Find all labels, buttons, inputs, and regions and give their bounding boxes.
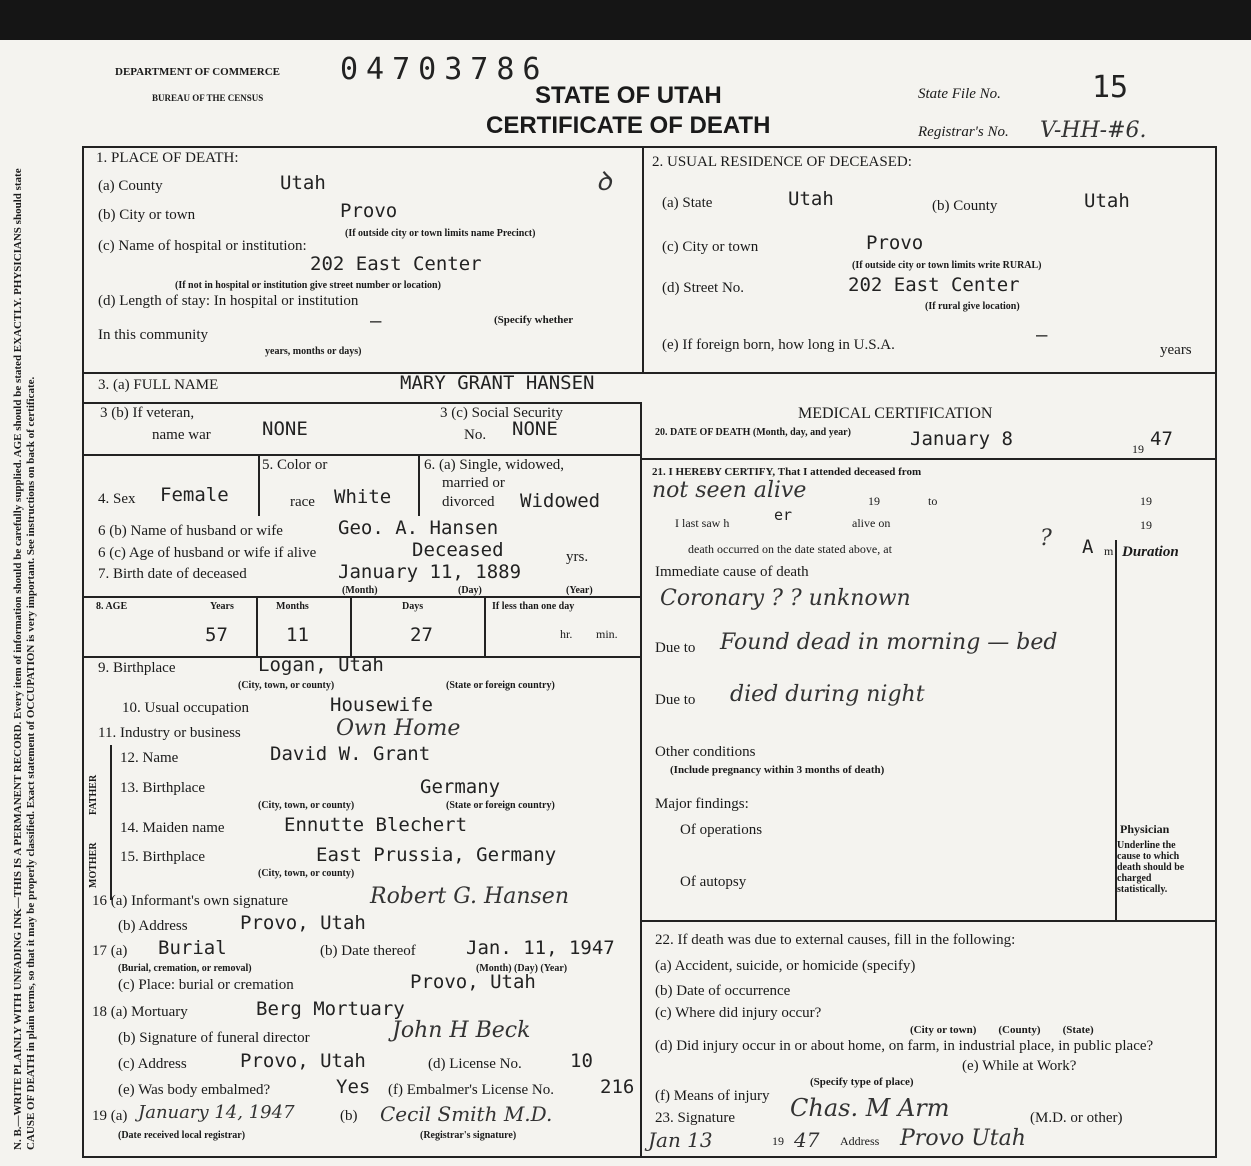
father-name-value: David W. Grant xyxy=(270,743,431,765)
informant-address-label: (b) Address xyxy=(118,918,188,934)
occupation-value: Housewife xyxy=(330,694,433,716)
state-file-label: State File No. xyxy=(918,86,1001,102)
birth-date-value: January 11, 1889 xyxy=(338,561,522,583)
birthplace-state-caption: (State or foreign country) xyxy=(446,680,555,691)
burial-date-value: Jan. 11, 1947 xyxy=(466,937,615,959)
last-saw-pronoun: er xyxy=(774,506,793,524)
alive-on-year-prefix: 19 xyxy=(1140,518,1152,532)
marital-label-2: married or xyxy=(442,475,505,491)
hospital-value: 202 East Center xyxy=(310,253,482,275)
res-city-value: Provo xyxy=(866,232,924,254)
grid-line xyxy=(82,146,84,1156)
full-name-value: MARY GRANT HANSEN xyxy=(400,372,595,394)
community-note: years, months or days) xyxy=(265,346,362,357)
industry-label: 11. Industry or business xyxy=(98,725,241,741)
res-state-value: Utah xyxy=(788,188,834,210)
min-label: min. xyxy=(596,627,618,641)
hr-label: hr. xyxy=(560,627,573,641)
mortuary-label: 18 (a) Mortuary xyxy=(92,1004,188,1020)
age-years-label: Years xyxy=(210,601,234,612)
accident-label: (a) Accident, suicide, or homicide (specify) xyxy=(655,958,916,974)
grid-line xyxy=(82,1156,1217,1158)
registrar-signature-note: (Registrar's signature) xyxy=(420,1130,517,1141)
grid-line xyxy=(82,402,642,404)
injury-place-note: (City or town) (County) (State) xyxy=(910,1024,1094,1036)
home-farm-label: (d) Did injury occur in or about home, on farm, in industrial place, in public place? xyxy=(655,1038,1154,1054)
mother-section-label: MOTHER xyxy=(88,842,99,888)
grid-line xyxy=(642,146,644,373)
race-value: White xyxy=(334,486,392,508)
signature-date: Jan 13 xyxy=(648,1128,713,1152)
signature-label: 23. Signature xyxy=(655,1110,735,1126)
mortuary-address-label: (c) Address xyxy=(118,1056,187,1072)
major-findings-label: Major findings: xyxy=(655,796,749,812)
embalmed-label: (e) Was body embalmed? xyxy=(118,1082,271,1098)
state-title: STATE OF UTAH xyxy=(535,82,722,109)
duration-label: Duration xyxy=(1122,544,1179,560)
age-days-value: 27 xyxy=(410,624,433,646)
local-registrar-signature: Cecil Smith M.D. xyxy=(380,1102,553,1126)
death-city-note: (If outside city or town limits name Precinct) xyxy=(345,228,536,239)
physician-heading: Physician xyxy=(1120,822,1170,836)
mother-name-label: 14. Maiden name xyxy=(120,820,225,836)
birth-day-caption: (Day) xyxy=(458,585,482,596)
operations-label: Of operations xyxy=(680,822,763,838)
check-mark: ꝺ xyxy=(596,167,612,197)
age-label: 8. AGE xyxy=(96,601,128,612)
certify-to-label: to xyxy=(928,494,938,508)
marital-value: Widowed xyxy=(520,490,601,512)
res-street-value: 202 East Center xyxy=(848,274,1020,296)
birthplace-label: 9. Birthplace xyxy=(98,660,176,676)
res-county-value: Utah xyxy=(1084,190,1130,212)
death-hour: ? xyxy=(1040,526,1052,551)
grid-line xyxy=(350,596,352,656)
ss-no-label: No. xyxy=(464,427,487,443)
grid-line xyxy=(258,454,260,516)
birth-month-caption: (Month) xyxy=(342,585,378,596)
sex-value: Female xyxy=(160,484,229,506)
war-label: name war xyxy=(152,427,211,443)
immediate-cause-value: Coronary ? ? unknown xyxy=(660,586,911,611)
burial-date-label: (b) Date thereof xyxy=(320,943,416,959)
grid-line xyxy=(418,454,420,516)
hospital-note: (If not in hospital or institution give street number or location) xyxy=(175,280,441,291)
informant-address-value: Provo, Utah xyxy=(240,912,366,934)
birth-date-label: 7. Birth date of deceased xyxy=(98,566,247,582)
received-label: 19 (a) xyxy=(92,1108,128,1124)
grid-line xyxy=(82,596,642,598)
grid-line xyxy=(82,146,1217,148)
embalmer-value: 216 xyxy=(600,1076,635,1098)
registrar-number: V-HH-#6. xyxy=(1040,118,1147,143)
veteran-label: 3 (b) If veteran, xyxy=(100,405,195,421)
other-conditions-label: Other conditions xyxy=(655,744,756,760)
birthplace-value: Logan, Utah xyxy=(258,654,384,676)
stay-label: (d) Length of stay: In hospital or institution xyxy=(98,293,359,309)
spouse-age-value: Deceased xyxy=(412,539,504,561)
place-type-note: (Specify type of place) xyxy=(810,1076,914,1088)
serial-number: 04703786 xyxy=(340,52,549,87)
occurred-label: death occurred on the date stated above, at xyxy=(688,542,892,556)
death-county-value: Utah xyxy=(280,172,326,194)
immediate-cause-label: Immediate cause of death xyxy=(655,564,809,580)
signature-year-prefix: 19 xyxy=(772,1134,784,1148)
death-year-value: 47 xyxy=(1150,428,1173,450)
mortuary-address-value: Provo, Utah xyxy=(240,1050,366,1072)
res-state-label: (a) State xyxy=(662,195,713,211)
ss-label: 3 (c) Social Security xyxy=(440,405,563,421)
grid-line xyxy=(642,458,1215,460)
certify-year-prefix-1: 19 xyxy=(868,494,880,508)
death-county-label: (a) County xyxy=(98,178,163,194)
signature-address: Provo Utah xyxy=(900,1126,1026,1151)
res-city-label: (c) City or town xyxy=(662,239,759,255)
not-seen-alive: not seen alive xyxy=(652,478,807,503)
age-days-label: Days xyxy=(402,601,424,612)
certify-year-prefix-2: 19 xyxy=(1140,494,1152,508)
informant-label: 16 (a) Informant's own signature xyxy=(92,893,288,909)
last-saw-label: I last saw h xyxy=(675,516,730,530)
spouse-age-label: 6 (c) Age of husband or wife if alive xyxy=(98,545,317,561)
res-street-note: (If rural give location) xyxy=(925,301,1020,312)
res-county-label: (b) County xyxy=(932,198,998,214)
am-value: A xyxy=(1082,536,1094,558)
color-label: 5. Color or xyxy=(262,457,328,473)
department-label: DEPARTMENT OF COMMERCE xyxy=(115,66,281,78)
registrar-no-label: Registrar's No. xyxy=(918,124,1009,140)
alive-on-label: alive on xyxy=(852,516,891,530)
mother-name-value: Ennutte Blechert xyxy=(284,814,468,836)
signature-year: 47 xyxy=(794,1128,820,1152)
burial-value: Burial xyxy=(158,937,227,959)
foreign-label: (e) If foreign born, how long in U.S.A. xyxy=(662,337,895,353)
specify-note: (Specify whether xyxy=(494,314,574,326)
due-to-value-2: died during night xyxy=(730,682,925,707)
mortuary-value: Berg Mortuary xyxy=(256,998,405,1020)
father-bp-city-caption: (City, town, or county) xyxy=(258,800,355,811)
place-of-death-heading: 1. PLACE OF DEATH: xyxy=(96,150,239,166)
death-year-prefix: 19 xyxy=(1132,442,1144,456)
father-birthplace-label: 13. Birthplace xyxy=(120,780,205,796)
spouse-label: 6 (b) Name of husband or wife xyxy=(98,523,283,539)
death-date-label: 20. DATE OF DEATH (Month, day, and year) xyxy=(655,427,851,438)
grid-line xyxy=(82,454,642,456)
occupation-label: 10. Usual occupation xyxy=(122,700,250,716)
hospital-label: (c) Name of hospital or institution: xyxy=(98,238,307,254)
res-street-label: (d) Street No. xyxy=(662,280,745,296)
age-months-label: Months xyxy=(276,601,309,612)
war-value: NONE xyxy=(262,418,308,440)
injury-place-label: (c) Where did injury occur? xyxy=(655,1005,822,1021)
grid-line xyxy=(1215,146,1217,1156)
father-birthplace-value: Germany xyxy=(420,776,501,798)
burial-place-label: (c) Place: burial or cremation xyxy=(118,977,294,993)
burial-note: (Burial, cremation, or removal) xyxy=(118,963,252,974)
sex-label: 4. Sex xyxy=(98,491,136,507)
age-less-label: If less than one day xyxy=(492,601,575,612)
due-to-value-1: Found dead in morning — bed xyxy=(720,630,1058,655)
grid-line xyxy=(82,372,1217,374)
birth-year-caption: (Year) xyxy=(566,585,593,596)
medical-heading: MEDICAL CERTIFICATION xyxy=(798,405,993,422)
embalmed-value: Yes xyxy=(336,1076,371,1098)
due-to-label-2: Due to xyxy=(655,692,696,708)
side-instructions-text: N. B.—WRITE PLAINLY WITH UNFADING INK—THIS IS A PERMANENT RECORD. Every item of information should be carefully supplied. AGE should be stated EXACTLY. PHYSICIANS should state CAUSE OF DEATH in plain terms, so that it may be properly classified. Exact statement of OCCUPATION is very important. See instructions on back of certificate. xyxy=(12,168,37,1150)
director-signature: John H Beck xyxy=(392,1018,531,1043)
marital-label-3: divorced xyxy=(442,494,495,510)
res-city-note: (If outside city or town limits write RURAL) xyxy=(852,260,1042,271)
race-label: race xyxy=(290,494,315,510)
burial-place-value: Provo, Utah xyxy=(410,971,536,993)
due-to-label-1: Due to xyxy=(655,640,696,656)
occurrence-date-label: (b) Date of occurrence xyxy=(655,983,791,999)
death-date-value: January 8 xyxy=(910,428,1013,450)
mother-birthplace-label: 15. Birthplace xyxy=(120,849,205,865)
birthplace-city-caption: (City, town, or county) xyxy=(238,680,335,691)
certificate-title: CERTIFICATE OF DEATH xyxy=(486,112,771,139)
grid-line xyxy=(642,920,1215,922)
received-note: (Date received local registrar) xyxy=(118,1130,246,1141)
marital-label-1: 6. (a) Single, widowed, xyxy=(424,457,564,473)
death-city-label: (b) City or town xyxy=(98,207,196,223)
community-dash: — xyxy=(370,310,382,332)
full-name-label: 3. (a) FULL NAME xyxy=(98,377,219,393)
m-label: m xyxy=(1104,544,1114,558)
foreign-dash: — xyxy=(1036,324,1048,346)
informant-signature: Robert G. Hansen xyxy=(370,884,569,909)
license-label: (d) License No. xyxy=(428,1056,522,1072)
grid-line xyxy=(640,402,642,1157)
foreign-years: years xyxy=(1160,342,1192,358)
license-value: 10 xyxy=(570,1050,593,1072)
father-name-label: 12. Name xyxy=(120,750,179,766)
grid-line xyxy=(484,596,486,656)
residence-heading: 2. USUAL RESIDENCE OF DECEASED: xyxy=(652,154,912,170)
burial-label: 17 (a) xyxy=(92,943,128,959)
certify-label: 21. I HEREBY CERTIFY, That I attended deceased from xyxy=(652,466,922,478)
embalmer-label: (f) Embalmer's License No. xyxy=(388,1082,554,1098)
local-registrar-label: (b) xyxy=(340,1108,358,1124)
autopsy-label: Of autopsy xyxy=(680,874,747,890)
external-causes-label: 22. If death was due to external causes, fill in the following: xyxy=(655,932,1016,948)
death-city-value: Provo xyxy=(340,200,398,222)
burial-date-caption: (Month) (Day) (Year) xyxy=(476,963,568,974)
physician-note: Underline the cause to which death should be charged statistically. xyxy=(1117,840,1185,895)
while-at-work-label: (e) While at Work? xyxy=(962,1058,1077,1074)
director-label: (b) Signature of funeral director xyxy=(118,1030,310,1046)
bureau-label: BUREAU OF THE CENSUS xyxy=(152,93,264,103)
father-section-label: FATHER xyxy=(88,774,99,816)
other-conditions-note: (Include pregnancy within 3 months of death) xyxy=(670,764,885,776)
spouse-value: Geo. A. Hansen xyxy=(338,517,499,539)
father-bp-state-caption: (State or foreign country) xyxy=(446,800,555,811)
signature-address-label: Address xyxy=(840,1134,880,1148)
age-years-value: 57 xyxy=(205,624,228,646)
industry-value: Own Home xyxy=(336,716,461,741)
physician-signature: Chas. M Arm xyxy=(790,1094,950,1122)
side-instructions xyxy=(2,150,62,1150)
age-months-value: 11 xyxy=(286,624,309,646)
md-or-other-label: (M.D. or other) xyxy=(1030,1110,1123,1126)
ss-no-value: NONE xyxy=(512,418,558,440)
mother-bp-city-caption: (City, town, or county) xyxy=(258,868,355,879)
grid-line xyxy=(256,596,258,656)
mother-birthplace-value: East Prussia, Germany xyxy=(316,844,557,866)
means-label: (f) Means of injury xyxy=(655,1088,770,1104)
scan-top-border xyxy=(0,0,1251,40)
yrs-label: yrs. xyxy=(566,549,589,565)
community-label: In this community xyxy=(98,327,208,343)
grid-line xyxy=(110,745,112,900)
received-date: January 14, 1947 xyxy=(138,1102,295,1123)
state-file-number: 15 xyxy=(1092,70,1129,105)
